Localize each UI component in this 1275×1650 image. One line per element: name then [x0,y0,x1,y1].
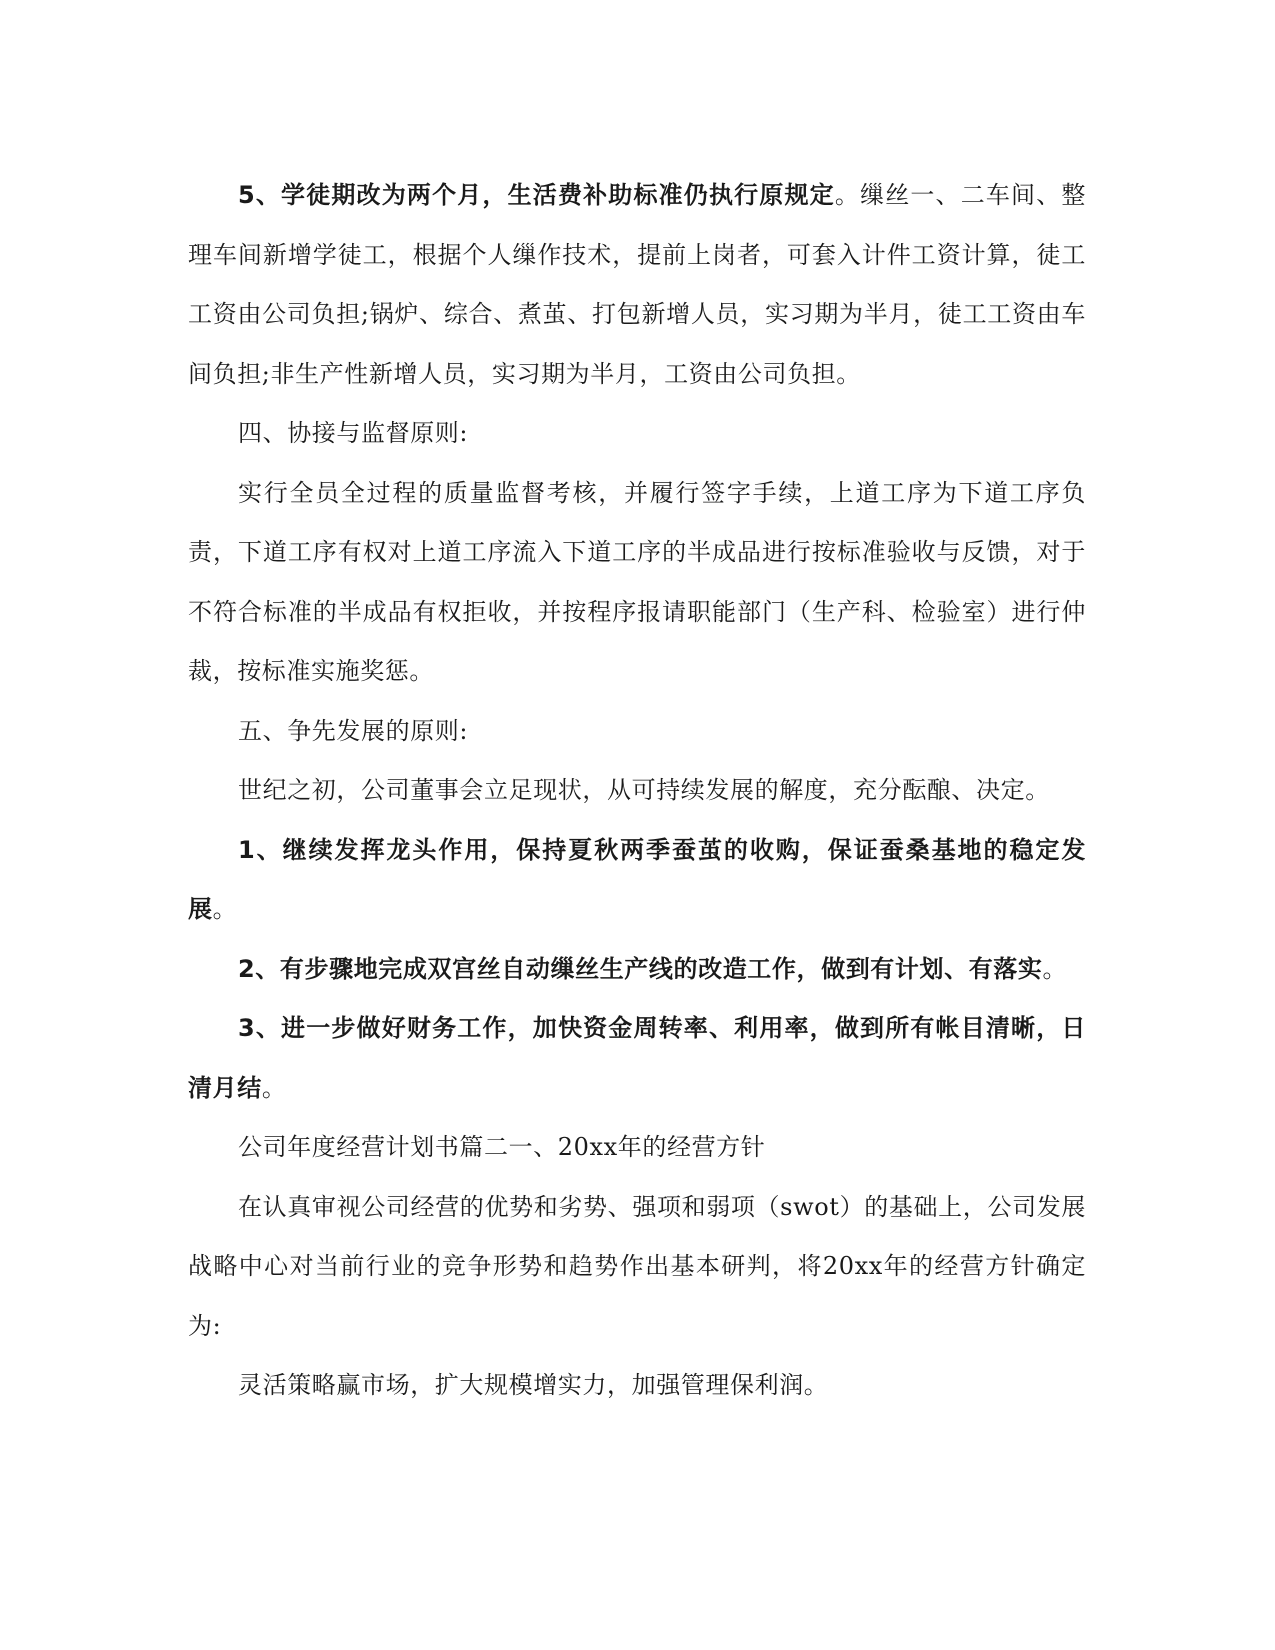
paragraph-text: 五、争先发展的原则: [238,716,469,745]
paragraph-text: 实行全员全过程的质量监督考核，并履行签字手续，上道工序为下道工序负责，下道工序有权对上道工序流入下道工序的半成品进行按标准验收与反馈，对于不符合标准的半成品有权拒收，并按程序报请职能部门（生产科、检验室）进行仲裁，按标准实施奖惩。 [188,478,1086,685]
paragraph-bold-lead: 1、继续发挥龙头作用，保持夏秋两季蚕茧的收购，保证蚕桑基地的稳定发展 [188,835,1086,923]
document-body [188,166,1086,1416]
paragraph-swot-analysis [188,1178,1086,1357]
list-item-leading-role [188,821,1086,940]
paragraph-apprentice-period [188,166,1086,404]
paragraph-bold-lead: 2、有步骤地完成双宫丝自动缫丝生产线的改造工作，做到有计划、有落实 [238,954,1043,983]
paragraph-bold-lead: 3、进一步做好财务工作，加快资金周转率、利用率，做到所有帐目清晰，日清月结 [188,1014,1086,1102]
paragraph-bold-lead: 5、学徒期改为两个月，生活费补助标准仍执行原规定 [238,181,835,209]
paragraph-text: 。 [1042,954,1068,983]
paragraph-quality-supervision [188,464,1086,702]
paragraph-board-decision [188,761,1086,821]
list-item-finance [188,999,1086,1118]
paragraph-text: 。缫丝一、二车间、整理车间新增学徒工，根据个人缫作技术，提前上岗者，可套入计件工资计算，徒工工资由公司负担;锅炉、综合、煮茧、打包新增人员，实习期为半月，徒工工资由车间负担;非生产性新增人员，实习期为半月，工资由公司负担。 [188,181,1086,388]
paragraph-text: 世纪之初，公司董事会立足现状，从可持续发展的解度，充分酝酿、决定。 [238,776,1050,804]
paragraph-text: 。 [261,1073,287,1102]
section-heading-supervision [188,404,1086,464]
paragraph-text: 灵活策略赢市场，扩大规模增实力，加强管理保利润。 [238,1371,829,1399]
paragraph-text: 。 [212,895,238,923]
paragraph-text: 公司年度经营计划书篇二一、20xx年的经营方针 [238,1133,766,1161]
section-heading-plan-two [188,1118,1086,1178]
paragraph-text: 四、协接与监督原则: [238,419,469,447]
list-item-production-line [188,940,1086,1000]
section-heading-development [188,702,1086,762]
paragraph-text: 在认真审视公司经营的优势和劣势、强项和弱项（swot）的基础上，公司发展战略中心对当前行业的竞争形势和趋势作出基本研判，将20xx年的经营方针确定为: [188,1192,1086,1340]
paragraph-business-policy [188,1356,1086,1416]
